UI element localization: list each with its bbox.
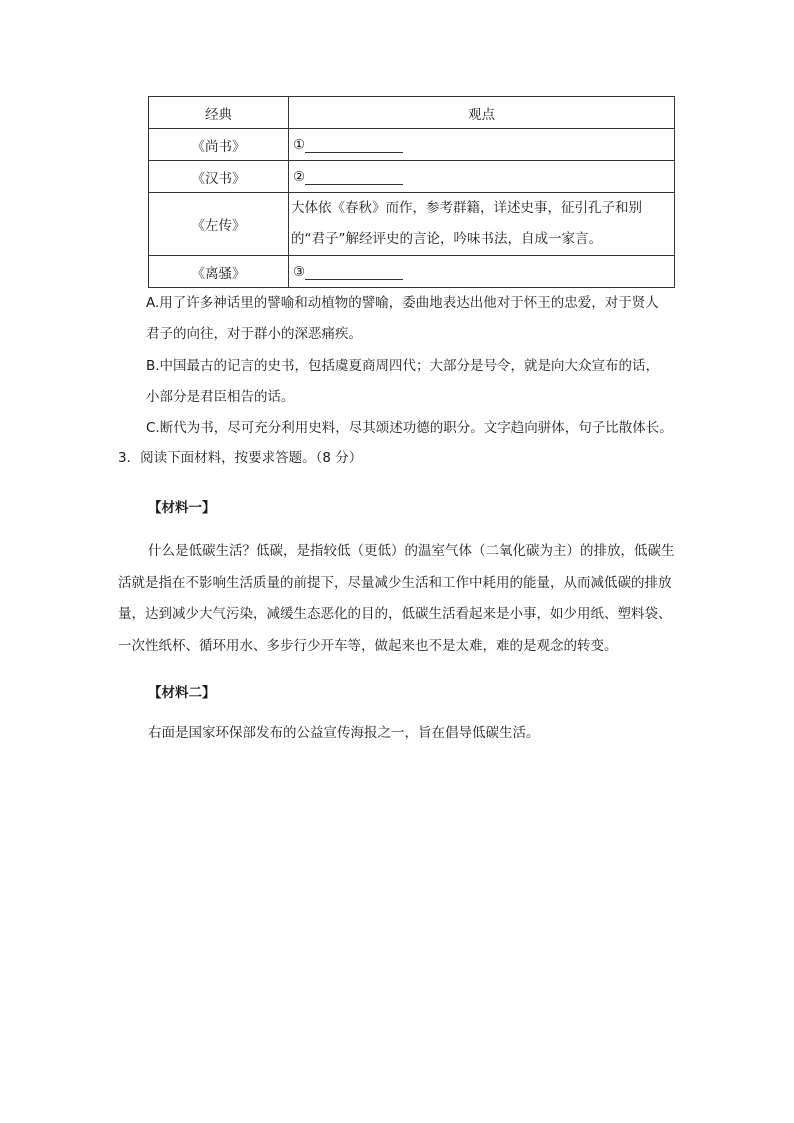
book-name: 《左传》: [149, 193, 289, 256]
header-classic: 经典: [149, 97, 289, 129]
table-row: [149, 129, 675, 161]
viewpoint-cell: [289, 161, 675, 193]
blank-marker: ①: [293, 136, 306, 153]
book-name: 《离骚》: [149, 256, 289, 288]
table-row: [149, 193, 675, 256]
option-c-line1: C.断代为书，尽可充分利用史料，尽其颂述功德的职分。文字趋向骈体，句子比散体长。: [146, 420, 673, 436]
option-a-line1: A.用了许多神话里的譬喻和动植物的譬喻，委曲地表达出他对于怀王的忠爱，对于贤人: [146, 295, 659, 311]
material-2-title: 【材料二】: [148, 685, 216, 701]
option-b-line2: 小部分是君臣相告的话。: [146, 389, 295, 405]
viewpoint-cell: [289, 129, 675, 161]
option-b-line1: B.中国最古的记言的史书，包括虞夏商周四代；大部分是号令，就是向大众宣布的话，: [146, 358, 660, 374]
viewpoint-cell: [289, 256, 675, 288]
answer-blank[interactable]: [305, 170, 403, 185]
material-2-text: 右面是国家环保部发布的公益宣传海报之一，旨在倡导低碳生活。: [148, 725, 540, 741]
viewpoint-text: 大体依《春秋》而作，参考群籍，详述史事，征引孔子和别的“君子”解经评史的言论，吟味书法，自成一家言。: [289, 193, 675, 256]
classics-table: [148, 96, 675, 288]
blank-marker: ③: [293, 263, 306, 280]
table-row: [149, 161, 675, 193]
table-row: [149, 256, 675, 288]
book-name: 《汉书》: [149, 161, 289, 193]
answer-blank[interactable]: [305, 265, 403, 280]
question-3-prompt: 3．阅读下面材料，按要求答题。（8 分）: [118, 450, 363, 466]
table-header-row: [149, 97, 675, 129]
book-name: 《尚书》: [149, 129, 289, 161]
header-viewpoint: 观点: [289, 97, 675, 129]
answer-blank[interactable]: [305, 138, 403, 153]
material-1-text: 什么是低碳生活？低碳，是指较低（更低）的温室气体（二氧化碳为主）的排放，低碳生活就是指在不影响生活质量的前提下，尽量减少生活和工作中耗用的能量，从而减低碳的排放量，达到减少大气污染，减缓生态恶化的目的，低碳生活看起来是小事，如少用纸、塑料袋、一次性纸杯、循环用水、多步行少开车等，做起来也不是太难，难的是观念的转变。: [118, 543, 675, 654]
option-a-line2: 君子的向往，对于群小的深恶痛疾。: [146, 326, 362, 342]
material-1-title: 【材料一】: [148, 500, 216, 516]
blank-marker: ②: [293, 168, 306, 185]
